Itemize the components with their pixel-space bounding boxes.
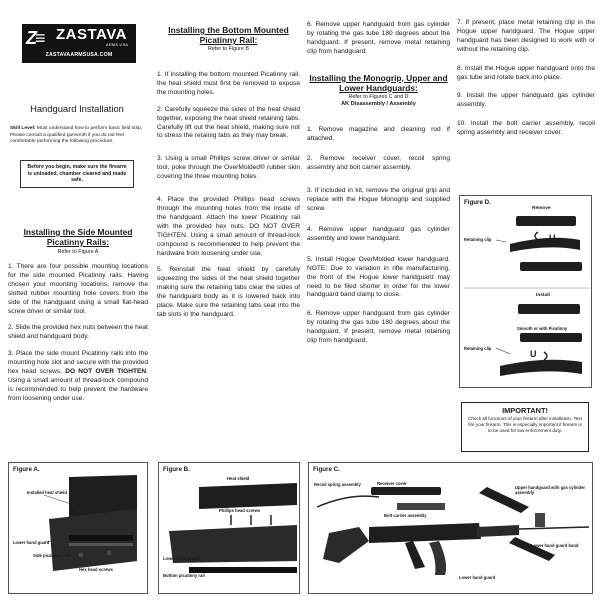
monogrip-step-5: 5. Install Hogue OverMolded lower handguard. NOTE: Due to variation in rifle manufacturing, the front of the Hogue lower handguard may need to be filed shorter in order for the lower handguard band clamp to close. [307, 255, 450, 299]
figure-c-band-clamp: Lower hand guard band clamp [531, 543, 579, 553]
bottom-rail-step-3: 3. Using a small Phillips screw driver or similar tool, poke through the OverMolded® rubber skin covering the three mounting holes. [157, 155, 300, 181]
figure-d-smooth: Smooth or with Picatinny [517, 326, 568, 331]
figure-c-recoil-spring: Recoil spring assembly [314, 482, 361, 487]
side-rails-step-3: 3. Place the side mount Picatinny rails into the mounting hole slot and secure with the provided hex head screws. DO NOT OVER TIGHTEN. Using a small amount of thread-lock compound is recommended to help prevent the hardware from loosening under use. [8, 350, 148, 402]
safety-warning-box [20, 160, 134, 188]
figure-c [308, 462, 593, 594]
side-rails-step-2: 2. Slide the provided hex nuts between the heat shield and handguard body. [8, 324, 148, 341]
monogrip-step-2: 2. Remove receiver cover, recoil spring assembly and bolt carrier assembly. [307, 155, 450, 172]
monogrip-step-8: 8. Install the Hogue upper handguard onto the gas tube and rotate back into place. [457, 64, 595, 81]
figure-a-side-rails: Side picatinny rails [33, 553, 72, 558]
figure-b-title: Figure B. [163, 466, 190, 473]
figure-b [158, 462, 300, 594]
figure-d-drawing [460, 196, 593, 389]
figure-b-heat-shield: Heat shield [227, 476, 250, 481]
logo-url: ZASTAVAARMSUSA.COM [45, 52, 113, 58]
zastava-logo [22, 24, 136, 63]
figure-b-phillips-screws: Phillips head screws [219, 508, 261, 513]
figure-d-clip-label-1: Retaining clip [464, 237, 492, 242]
side-rails-ref: Refer to Figure A [57, 249, 99, 255]
figure-d-clip-label-2: Retaining clip [464, 346, 492, 351]
figure-b-lower-hand-guard: Lower hand guard [163, 556, 200, 561]
figure-d-remove: Remove [532, 206, 551, 211]
figure-a [8, 462, 148, 594]
figure-a-title: Figure A. [13, 466, 40, 473]
monogrip-subref: AK Disassembly / Assembly [341, 100, 416, 107]
important-title: IMPORTANT! [502, 406, 548, 415]
logo-tag: ARMS USA [106, 43, 129, 47]
monogrip-step-7: 7. If present, place metal retaining clip in the Hogue upper handguard. The Hogue upper handguard has been designed to work with or without the retaining clip. [457, 19, 595, 53]
figure-a-drawing [9, 463, 149, 595]
page-title: Handguard Installation [30, 103, 124, 114]
figure-d [459, 195, 592, 388]
figure-c-bolt-carrier: Bolt carrier assembly [384, 513, 427, 518]
monogrip-step-10: 10. Install the bolt carrier assembly, recoil spring assembly and receiver cover. [457, 120, 595, 137]
skill-level-label: Skill Level: [10, 126, 36, 131]
figure-a-hex-screws: Hex head screws [79, 567, 113, 572]
bottom-rail-ref: Refer to Figure B [207, 46, 250, 52]
skill-level-text: Must understand how to perform basic field strip. Please consult a qualified gunsmith if you do not feel comfortable performing the following procedure. [10, 126, 143, 144]
bottom-rail-heading: Installing the Bottom Mounted Picatinny Rail: [168, 25, 289, 45]
figure-c-upper-handguard: Upper handguard with gas cylinder assembly [515, 485, 586, 495]
monogrip-ref: Refer to Figures C and D [348, 93, 409, 100]
figure-c-lower-hand-guard: Lower hand guard [459, 575, 496, 580]
bottom-rail-step-6: 6. Remove upper handguard from gas cylinder by rotating the gas tube 180 degrees about the handguard. If present, remove metal retaining clip from handguard. [307, 21, 450, 55]
important-box [461, 402, 589, 452]
monogrip-step-3: 3. If included in kit, remove the original grip and replace with the Hogue Monogrip and supplied screw. [307, 187, 450, 213]
figure-c-receiver-cover: Receiver cover [377, 481, 407, 486]
figure-c-title: Figure C. [313, 466, 340, 473]
figure-b-bottom-rail: Bottom picatinny rail [163, 573, 205, 578]
monogrip-heading: Installing the Monogrip, Upper and Lower Handguards: [309, 72, 448, 93]
safety-warning: Before you begin, make sure the firearm is unloaded, chamber cleared and made safe. [27, 164, 127, 183]
bottom-rail-step-1: 1. If installing the bottom mounted Picatinny rail, the heat shield must first be removed to expose the mounting holes. [157, 71, 300, 96]
important-text: Check all functions of your firearm after installation. Test fire your firearm. This is especially important if firearm is to be used for law enforcement duty. [468, 416, 582, 433]
bottom-rail-step-4: 4. Place the provided Phillips head screws through the mounting holes from the inside of the handguard. Attach the lower Picatinny rail with the provided hex nuts. DO NOT OVER TIGHTEN. Using a small amount of thread-lock compound is recommended to help prevent the hardware from loosening under use. [157, 196, 300, 257]
monogrip-step-6: 6. Remove upper handguard from gas cylinder by rotating the gas tube 180 degrees about the handguard. If present, remove metal retaining clip from handguard. [307, 310, 450, 345]
figure-d-install: Install [536, 293, 550, 298]
monogrip-step-4: 4. Remove upper handguard gas cylinder assembly and lower handguard. [307, 225, 450, 242]
side-rails-step-1: 1. There are four possible mounting locations for the side mounted Picatinny rails. Having chosen your mounting locations, remove the slotted rubber mounting hole covers from the side of the handguard using a small flat-head screw driver or similar tool. [8, 263, 148, 315]
logo-name: ZASTAVA [56, 26, 127, 43]
figure-a-lower-hand-guard: Lower hand guard [13, 540, 50, 545]
skill-level [10, 126, 144, 146]
svg-text:U: U [549, 233, 556, 243]
figure-a-heat-shield: Installed heat shield [27, 490, 68, 495]
side-rails-heading: Installing the Side Mounted Picatinny Rails: [23, 227, 133, 247]
svg-text:U: U [530, 349, 537, 359]
monogrip-step-1: 1. Remove magazine and cleaning rod if attached. [307, 125, 450, 142]
figure-d-title: Figure D. [464, 199, 491, 206]
zastava-mark-icon: Z≡ [26, 28, 44, 48]
bottom-rail-step-2: 2. Carefully squeeze the sides of the heat shield together, exposing the heat shield retaining tabs. Carefully lift out the heat shield, making sure not to stress the retainig tabs as they may break. [157, 105, 300, 140]
monogrip-step-9: 9. Install the upper handguard gas cylinder assembly. [457, 92, 595, 109]
bottom-rail-step-5: 5. Reinstall the heat shield by carefully squeezing the sides of the heat shield together making sure the retaining tabs clear the sides of the handguard body as it is lowered back into place. Make sure the retaining tabs seat into the tab slots in the handguard. [157, 266, 300, 318]
